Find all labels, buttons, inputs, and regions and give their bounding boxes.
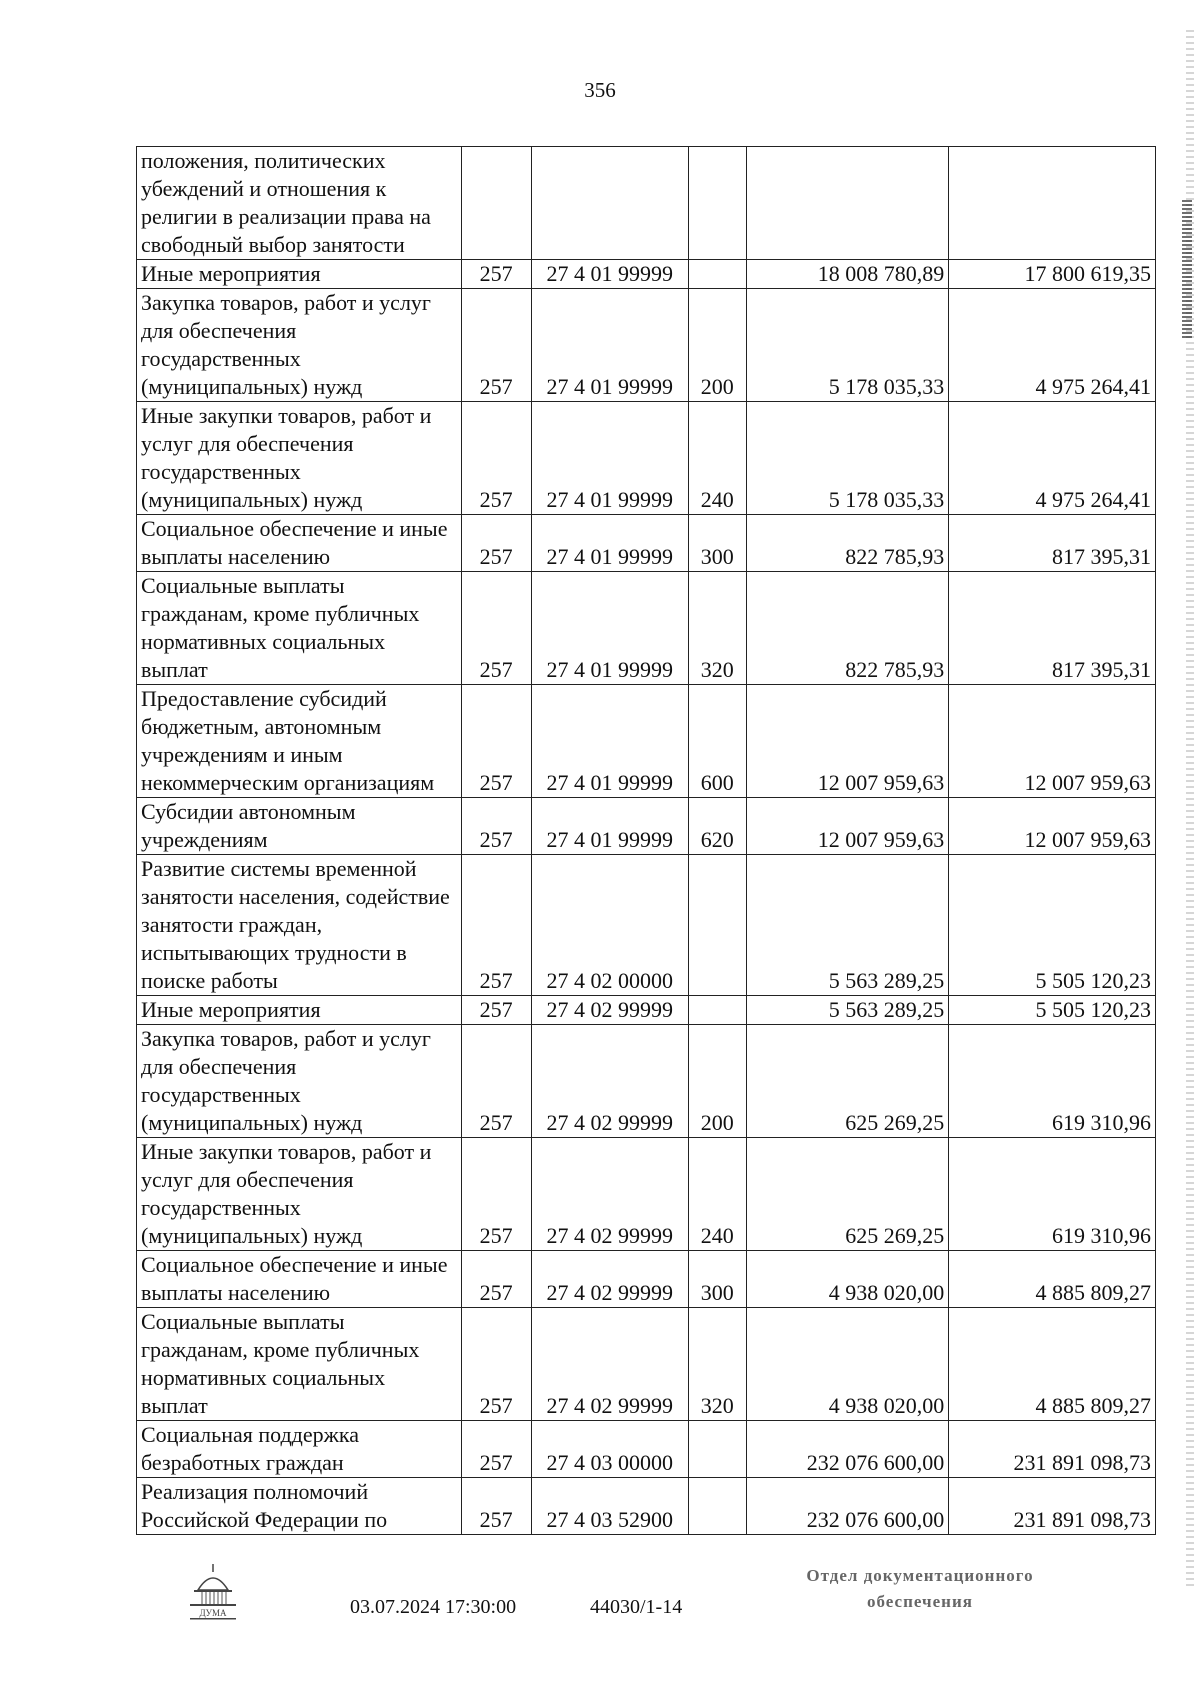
csr-code-cell: 27 4 01 99999	[531, 798, 688, 855]
amount-executed-cell: 619 310,96	[949, 1138, 1156, 1251]
item-name-cell: Закупка товаров, работ и услуг для обеспечения государственных (муниципальных) нужд	[137, 1025, 462, 1138]
item-name-cell: Иные закупки товаров, работ и услуг для обеспечения государственных (муниципальных) нужд	[137, 402, 462, 515]
item-name-cell: Предоставление субсидий бюджетным, автономным учреждениям и иным некоммерческим организациям	[137, 685, 462, 798]
stamp-line-2: обеспечения	[867, 1592, 973, 1611]
amount-executed-cell: 231 891 098,73	[949, 1421, 1156, 1478]
item-name-cell: положения, политических убеждений и отношения к религии в реализации права на свободный выбор занятости	[137, 147, 462, 260]
amount-planned-cell: 4 938 020,00	[746, 1308, 949, 1421]
table-row	[137, 1421, 1156, 1478]
vr-code-cell: 200	[688, 1025, 746, 1138]
amount-planned-cell: 625 269,25	[746, 1138, 949, 1251]
amount-planned-cell	[746, 147, 949, 260]
table-row	[137, 289, 1156, 402]
item-name-cell: Закупка товаров, работ и услуг для обеспечения государственных (муниципальных) нужд	[137, 289, 462, 402]
ved-code-cell: 257	[461, 1308, 531, 1421]
csr-code-cell: 27 4 02 99999	[531, 1308, 688, 1421]
amount-planned-cell: 232 076 600,00	[746, 1478, 949, 1535]
amount-planned-cell: 12 007 959,63	[746, 685, 949, 798]
table-row	[137, 1025, 1156, 1138]
amount-executed-cell: 4 975 264,41	[949, 289, 1156, 402]
table-row	[137, 996, 1156, 1025]
ved-code-cell: 257	[461, 685, 531, 798]
item-name-cell: Развитие системы временной занятости населения, содействие занятости граждан, испытывающих трудности в поиске работы	[137, 855, 462, 996]
csr-code-cell: 27 4 02 99999	[531, 1025, 688, 1138]
table-row	[137, 572, 1156, 685]
vr-code-cell	[688, 855, 746, 996]
csr-code-cell: 27 4 01 99999	[531, 685, 688, 798]
ved-code-cell: 257	[461, 1421, 531, 1478]
page-number: 356	[584, 78, 616, 102]
csr-code-cell: 27 4 03 00000	[531, 1421, 688, 1478]
table-row	[137, 515, 1156, 572]
ved-code-cell: 257	[461, 402, 531, 515]
item-name-cell: Субсидии автономным учреждениям	[137, 798, 462, 855]
amount-planned-cell: 5 563 289,25	[746, 996, 949, 1025]
table-row	[137, 685, 1156, 798]
amount-planned-cell: 4 938 020,00	[746, 1251, 949, 1308]
vr-code-cell	[688, 260, 746, 289]
item-name-cell: Социальные выплаты гражданам, кроме публичных нормативных социальных выплат	[137, 1308, 462, 1421]
ved-code-cell: 257	[461, 996, 531, 1025]
table-row	[137, 260, 1156, 289]
ved-code-cell: 257	[461, 855, 531, 996]
vr-code-cell: 600	[688, 685, 746, 798]
vr-code-cell: 300	[688, 515, 746, 572]
department-stamp	[770, 1563, 1070, 1615]
item-name-cell: Социальная поддержка безработных граждан	[137, 1421, 462, 1478]
footer-doc-number: 44030/1-14	[590, 1596, 683, 1618]
table-row	[137, 1478, 1156, 1535]
stamp-line-1: Отдел документационного	[806, 1566, 1034, 1585]
vr-code-cell	[688, 1478, 746, 1535]
ved-code-cell	[461, 147, 531, 260]
csr-code-cell: 27 4 01 99999	[531, 260, 688, 289]
item-name-cell: Иные закупки товаров, работ и услуг для обеспечения государственных (муниципальных) нужд	[137, 1138, 462, 1251]
amount-planned-cell: 822 785,93	[746, 572, 949, 685]
vr-code-cell: 240	[688, 1138, 746, 1251]
table-row	[137, 1308, 1156, 1421]
csr-code-cell: 27 4 01 99999	[531, 402, 688, 515]
table-row	[137, 402, 1156, 515]
amount-executed-cell: 4 885 809,27	[949, 1251, 1156, 1308]
csr-code-cell	[531, 147, 688, 260]
vr-code-cell: 320	[688, 572, 746, 685]
amount-planned-cell: 5 178 035,33	[746, 289, 949, 402]
amount-planned-cell: 18 008 780,89	[746, 260, 949, 289]
amount-executed-cell: 231 891 098,73	[949, 1478, 1156, 1535]
item-name-cell: Иные мероприятия	[137, 260, 462, 289]
table-row	[137, 855, 1156, 996]
amount-planned-cell: 822 785,93	[746, 515, 949, 572]
scan-edge-artifact-dark	[1182, 200, 1192, 340]
ved-code-cell: 257	[461, 289, 531, 402]
csr-code-cell: 27 4 02 99999	[531, 1251, 688, 1308]
ved-code-cell: 257	[461, 260, 531, 289]
csr-code-cell: 27 4 01 99999	[531, 289, 688, 402]
table-row	[137, 798, 1156, 855]
logo-text: ДУМА	[199, 1608, 227, 1618]
amount-executed-cell: 4 975 264,41	[949, 402, 1156, 515]
item-name-cell: Социальное обеспечение и иные выплаты населению	[137, 515, 462, 572]
vr-code-cell: 240	[688, 402, 746, 515]
table-row	[137, 1138, 1156, 1251]
amount-executed-cell: 4 885 809,27	[949, 1308, 1156, 1421]
vr-code-cell: 320	[688, 1308, 746, 1421]
item-name-cell: Социальное обеспечение и иные выплаты населению	[137, 1251, 462, 1308]
duma-logo-icon	[184, 1560, 242, 1622]
csr-code-cell: 27 4 03 52900	[531, 1478, 688, 1535]
amount-executed-cell: 817 395,31	[949, 572, 1156, 685]
item-name-cell: Иные мероприятия	[137, 996, 462, 1025]
amount-executed-cell: 619 310,96	[949, 1025, 1156, 1138]
item-name-cell: Социальные выплаты гражданам, кроме публичных нормативных социальных выплат	[137, 572, 462, 685]
csr-code-cell: 27 4 02 00000	[531, 855, 688, 996]
table-row	[137, 147, 1156, 260]
ved-code-cell: 257	[461, 572, 531, 685]
ved-code-cell: 257	[461, 515, 531, 572]
amount-executed-cell: 12 007 959,63	[949, 798, 1156, 855]
amount-executed-cell: 17 800 619,35	[949, 260, 1156, 289]
csr-code-cell: 27 4 01 99999	[531, 515, 688, 572]
amount-planned-cell: 625 269,25	[746, 1025, 949, 1138]
amount-executed-cell: 12 007 959,63	[949, 685, 1156, 798]
table-body	[137, 147, 1156, 1535]
vr-code-cell	[688, 996, 746, 1025]
amount-executed-cell: 817 395,31	[949, 515, 1156, 572]
csr-code-cell: 27 4 02 99999	[531, 996, 688, 1025]
csr-code-cell: 27 4 02 99999	[531, 1138, 688, 1251]
amount-planned-cell: 5 563 289,25	[746, 855, 949, 996]
vr-code-cell: 200	[688, 289, 746, 402]
vr-code-cell: 620	[688, 798, 746, 855]
item-name-cell: Реализация полномочий Российской Федерации по	[137, 1478, 462, 1535]
amount-executed-cell: 5 505 120,23	[949, 855, 1156, 996]
amount-planned-cell: 5 178 035,33	[746, 402, 949, 515]
vr-code-cell	[688, 147, 746, 260]
amount-executed-cell	[949, 147, 1156, 260]
ved-code-cell: 257	[461, 1251, 531, 1308]
ved-code-cell: 257	[461, 798, 531, 855]
budget-table	[136, 146, 1156, 1535]
csr-code-cell: 27 4 01 99999	[531, 572, 688, 685]
amount-executed-cell: 5 505 120,23	[949, 996, 1156, 1025]
ved-code-cell: 257	[461, 1138, 531, 1251]
table-row	[137, 1251, 1156, 1308]
vr-code-cell: 300	[688, 1251, 746, 1308]
ved-code-cell: 257	[461, 1478, 531, 1535]
ved-code-cell: 257	[461, 1025, 531, 1138]
footer-datetime: 03.07.2024 17:30:00	[350, 1596, 517, 1618]
amount-planned-cell: 12 007 959,63	[746, 798, 949, 855]
vr-code-cell	[688, 1421, 746, 1478]
amount-planned-cell: 232 076 600,00	[746, 1421, 949, 1478]
